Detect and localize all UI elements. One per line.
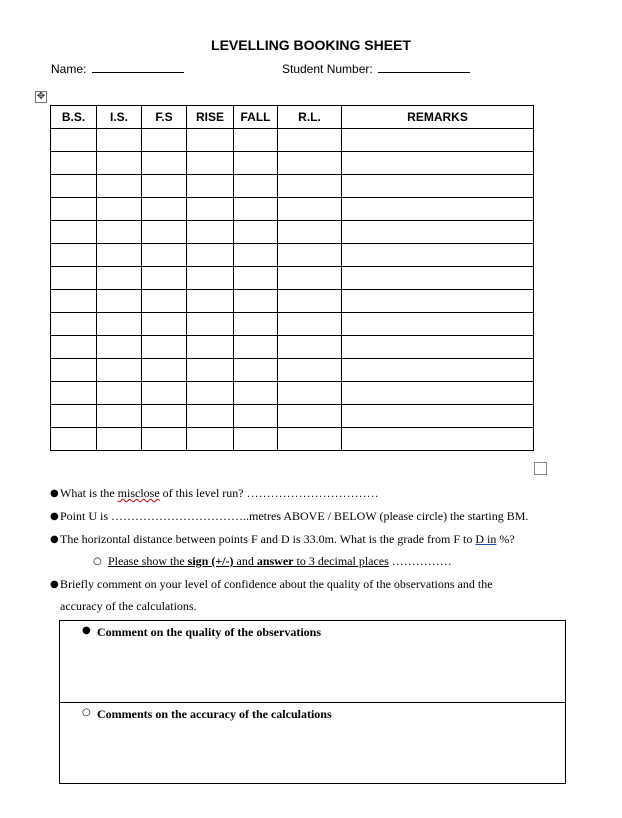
table-cell[interactable] <box>51 382 97 405</box>
table-row <box>51 152 534 175</box>
table-cell[interactable] <box>234 129 278 152</box>
student-number-field[interactable] <box>282 62 470 76</box>
table-cell[interactable] <box>234 198 278 221</box>
table-cell[interactable] <box>97 313 142 336</box>
table-cell[interactable] <box>142 198 187 221</box>
table-cell[interactable] <box>234 428 278 451</box>
table-cell[interactable] <box>342 221 534 244</box>
table-cell[interactable] <box>278 267 342 290</box>
table-row <box>51 267 534 290</box>
table-cell[interactable] <box>142 428 187 451</box>
table-cell[interactable] <box>51 267 97 290</box>
table-cell[interactable] <box>342 175 534 198</box>
table-cell[interactable] <box>142 221 187 244</box>
page-title: LEVELLING BOOKING SHEET <box>211 37 411 53</box>
table-row <box>51 382 534 405</box>
table-cell[interactable] <box>278 336 342 359</box>
table-cell[interactable] <box>97 129 142 152</box>
table-cell[interactable] <box>97 359 142 382</box>
question-point-u: Point U is ……………………………..metres ABOVE / BELOW (please circle) the starting BM. <box>60 509 529 523</box>
table-cell[interactable] <box>278 382 342 405</box>
table-cell[interactable] <box>97 175 142 198</box>
table-cell[interactable] <box>51 428 97 451</box>
table-cell[interactable] <box>97 428 142 451</box>
accuracy-comment-label: Comments on the accuracy of the calculations <box>97 707 332 721</box>
table-cell[interactable] <box>234 313 278 336</box>
table-cell[interactable] <box>187 244 234 267</box>
table-cell[interactable] <box>234 359 278 382</box>
table-cell[interactable] <box>234 152 278 175</box>
col-header-fall: FALL <box>234 106 278 129</box>
bullet-icon: ● <box>50 534 59 545</box>
table-cell[interactable] <box>97 336 142 359</box>
student-number-blank-line[interactable] <box>378 63 470 73</box>
table-cell[interactable] <box>342 198 534 221</box>
table-row <box>51 336 534 359</box>
table-cell[interactable] <box>278 244 342 267</box>
col-header-is: I.S. <box>97 106 142 129</box>
table-cell[interactable] <box>51 152 97 175</box>
table-cell[interactable] <box>51 129 97 152</box>
bullet-icon: ● <box>50 511 59 522</box>
table-cell[interactable] <box>142 405 187 428</box>
table-cell[interactable] <box>234 175 278 198</box>
col-header-bs: B.S. <box>51 106 97 129</box>
levelling-table <box>50 105 534 451</box>
table-cell[interactable] <box>97 267 142 290</box>
table-cell[interactable] <box>142 359 187 382</box>
table-cell[interactable] <box>278 428 342 451</box>
table-cell[interactable] <box>51 290 97 313</box>
name-field[interactable] <box>51 62 184 76</box>
table-cell[interactable] <box>187 198 234 221</box>
table-row <box>51 129 534 152</box>
table-cell[interactable] <box>234 290 278 313</box>
table-cell[interactable] <box>278 313 342 336</box>
table-cell[interactable] <box>278 175 342 198</box>
table-cell[interactable] <box>97 152 142 175</box>
table-cell[interactable] <box>234 244 278 267</box>
circle-bullet-icon: ○ <box>82 707 91 718</box>
table-cell[interactable] <box>97 382 142 405</box>
table-cell[interactable] <box>97 221 142 244</box>
table-cell[interactable] <box>342 152 534 175</box>
accuracy-comment-box[interactable] <box>59 702 566 784</box>
table-cell[interactable] <box>187 221 234 244</box>
quality-comment-box[interactable] <box>59 620 566 703</box>
table-cell[interactable] <box>97 244 142 267</box>
name-blank-line[interactable] <box>92 63 184 73</box>
question-grade-subpoint: Please show the sign (+/-) and answer to 3 decimal places …………… <box>108 554 452 568</box>
col-header-rl: R.L. <box>278 106 342 129</box>
table-cell[interactable] <box>51 313 97 336</box>
table-row <box>51 244 534 267</box>
table-cell[interactable] <box>342 359 534 382</box>
table-cell[interactable] <box>342 290 534 313</box>
table-cell[interactable] <box>142 290 187 313</box>
table-cell[interactable] <box>142 152 187 175</box>
circle-bullet-icon: ○ <box>93 556 102 567</box>
table-row <box>51 198 534 221</box>
table-cell[interactable] <box>187 175 234 198</box>
misclose-word: misclose <box>117 486 160 500</box>
table-cell[interactable] <box>234 221 278 244</box>
question-confidence-line2: accuracy of the calculations. <box>60 599 197 613</box>
table-cell[interactable] <box>142 382 187 405</box>
table-cell[interactable] <box>342 129 534 152</box>
table-cell[interactable] <box>278 198 342 221</box>
table-cell[interactable] <box>187 267 234 290</box>
table-cell[interactable] <box>51 405 97 428</box>
col-header-rise: RISE <box>187 106 234 129</box>
table-row <box>51 221 534 244</box>
table-cell[interactable] <box>97 290 142 313</box>
table-cell[interactable] <box>234 405 278 428</box>
resize-square-icon[interactable] <box>534 462 547 475</box>
table-cell[interactable] <box>97 405 142 428</box>
col-header-fs: F.S <box>142 106 187 129</box>
table-cell[interactable] <box>142 175 187 198</box>
table-cell[interactable] <box>342 405 534 428</box>
table-row <box>51 290 534 313</box>
table-cell[interactable] <box>278 129 342 152</box>
bullet-icon: ● <box>50 579 59 590</box>
table-cell[interactable] <box>142 313 187 336</box>
move-cross-icon[interactable]: ✥ <box>36 91 46 102</box>
table-cell[interactable] <box>51 221 97 244</box>
table-row <box>51 405 534 428</box>
table-cell[interactable] <box>187 129 234 152</box>
table-cell[interactable] <box>142 129 187 152</box>
table-cell[interactable] <box>342 267 534 290</box>
table-cell[interactable] <box>51 336 97 359</box>
table-cell[interactable] <box>187 359 234 382</box>
question-grade: The horizontal distance between points F and D is 33.0m. What is the grade from F to D in %? <box>60 532 515 546</box>
table-cell[interactable] <box>97 198 142 221</box>
table-cell[interactable] <box>234 267 278 290</box>
table-cell[interactable] <box>51 198 97 221</box>
col-header-remarks: REMARKS <box>342 106 534 129</box>
name-label: Name: <box>51 62 87 76</box>
table-cell[interactable] <box>51 175 97 198</box>
student-number-label: Student Number: <box>282 62 373 76</box>
d-in-link: D in <box>475 532 497 546</box>
table-cell[interactable] <box>142 267 187 290</box>
table-cell[interactable] <box>51 244 97 267</box>
table-cell[interactable] <box>342 244 534 267</box>
table-cell[interactable] <box>234 336 278 359</box>
table-cell[interactable] <box>278 221 342 244</box>
table-cell[interactable] <box>142 336 187 359</box>
table-row <box>51 359 534 382</box>
table-cell[interactable] <box>187 152 234 175</box>
table-cell[interactable] <box>342 336 534 359</box>
table-cell[interactable] <box>187 382 234 405</box>
quality-comment-label: Comment on the quality of the observations <box>97 625 321 639</box>
table-cell[interactable] <box>187 290 234 313</box>
table-cell[interactable] <box>342 313 534 336</box>
table-header-row <box>51 106 534 129</box>
table-cell[interactable] <box>187 428 234 451</box>
question-confidence-line1: Briefly comment on your level of confidence about the quality of the observations and the <box>60 577 493 591</box>
table-row <box>51 428 534 451</box>
table-cell[interactable] <box>278 359 342 382</box>
table-row <box>51 313 534 336</box>
question-misclose: What is the misclose of this level run? …………………………… <box>60 486 379 500</box>
table-cell[interactable] <box>342 382 534 405</box>
table-cell[interactable] <box>342 428 534 451</box>
table-cell[interactable] <box>142 244 187 267</box>
table-cell[interactable] <box>187 405 234 428</box>
table-cell[interactable] <box>51 359 97 382</box>
table-cell[interactable] <box>278 405 342 428</box>
table-row <box>51 175 534 198</box>
bullet-icon: ● <box>50 488 59 499</box>
table-cell[interactable] <box>278 152 342 175</box>
table-cell[interactable] <box>187 336 234 359</box>
table-cell[interactable] <box>234 382 278 405</box>
bullet-icon: ● <box>82 625 91 636</box>
table-cell[interactable] <box>187 313 234 336</box>
table-cell[interactable] <box>278 290 342 313</box>
